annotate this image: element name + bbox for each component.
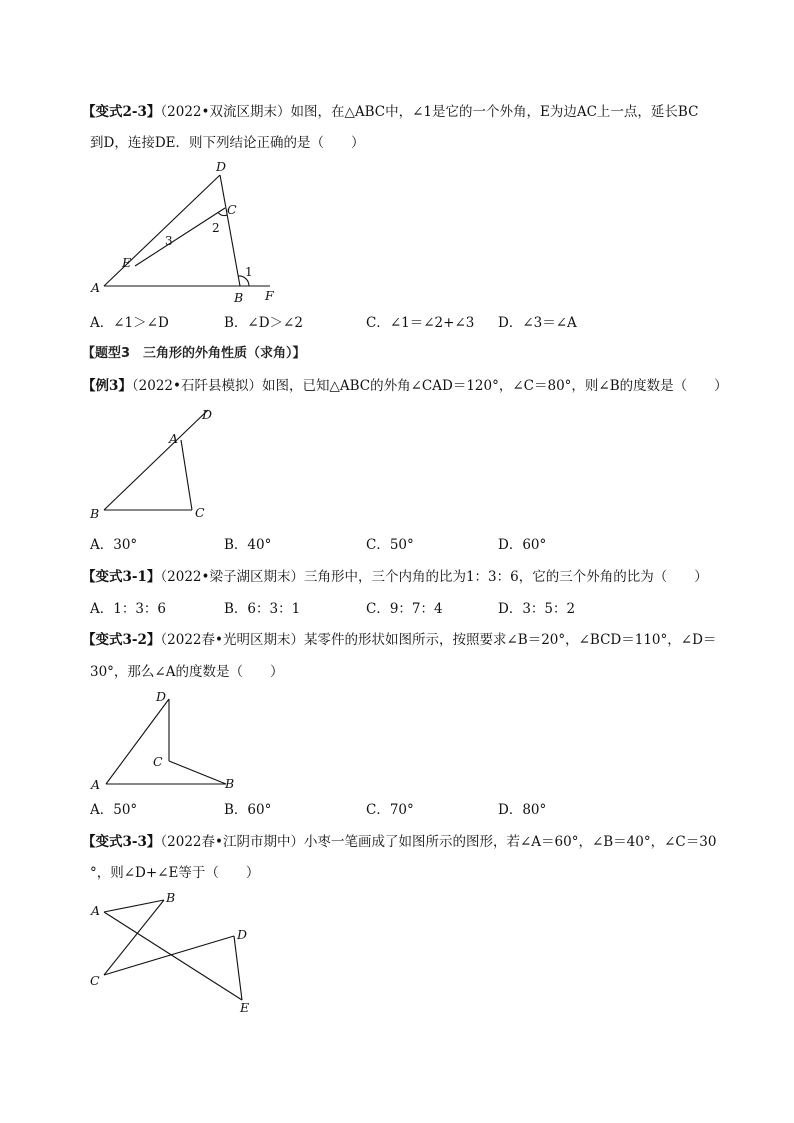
problem-3-3-line1 (82, 832, 722, 852)
figure-ex3 (84, 402, 234, 524)
label-angle-3: 3 (165, 234, 173, 248)
option-b[interactable]: B．6：3：1 (224, 601, 301, 617)
line-ac (181, 440, 192, 510)
label-c: C (227, 202, 237, 217)
label-e: E (240, 1000, 250, 1015)
problem-text: （2022•双流区期末）如图，在△ABC中，∠1是它的一个外角，E为边AC上一点，延长BC (160, 104, 699, 120)
label-c: C (90, 973, 100, 988)
label-d: D (202, 407, 213, 422)
label-d: D (216, 159, 227, 174)
problem-2-3-line1 (82, 102, 722, 122)
problem-tag: 【变式2-3】 (82, 104, 161, 120)
line-bc (104, 900, 164, 975)
problem-3-2-line2: 30°，那么∠A的度数是（ ） (90, 664, 284, 680)
line-ea (104, 912, 242, 1000)
problem-2-3-line2: 到D，连接DE．则下列结论正确的是（ ） (90, 135, 365, 151)
label-f: F (265, 288, 274, 303)
option-c[interactable]: C．∠1＝∠2+∠3 (366, 315, 475, 331)
line-db (220, 175, 240, 286)
label-a: A (91, 280, 101, 295)
figure-2-3 (88, 158, 288, 308)
label-a: A (169, 431, 179, 446)
problem-text: （2022春•光明区期末）某零件的形状如图所示，按照要求∠B＝20°，∠BCD＝110°，∠D＝ (160, 632, 717, 648)
option-c[interactable]: C．9：7：4 (366, 601, 443, 617)
angle-2-arc (218, 212, 227, 216)
problem-text: （2022•梁子湖区期末）三角形中，三个内角的比为1：3：6，它的三个外角的比为（ ） (160, 569, 708, 585)
problem-tag: 【例3】 (82, 378, 132, 394)
option-b[interactable]: B．60° (224, 802, 272, 818)
line-ab (104, 900, 164, 912)
problem-tag: 【变式3-3】 (82, 834, 161, 850)
problem-tag: 【变式3-2】 (82, 632, 161, 648)
option-c[interactable]: C．70° (366, 802, 414, 818)
label-b: B (234, 290, 244, 305)
option-c[interactable]: C．50° (366, 537, 414, 553)
label-b: B (166, 890, 176, 905)
label-b: B (225, 776, 235, 791)
line-de (234, 936, 242, 1000)
line-cd (104, 936, 234, 975)
label-a: A (91, 903, 101, 918)
label-angle-1: 1 (245, 265, 253, 279)
option-d[interactable]: D．60° (498, 537, 547, 553)
option-a[interactable]: A．∠1＞∠D (90, 315, 169, 331)
line-cb (169, 761, 226, 784)
figure-3-3 (86, 890, 266, 1020)
problem-text: （2022•石阡县模拟）如图，已知△ABC的外角∠CAD＝120°，∠C＝80°，则∠B的度数是（ ） (131, 378, 728, 394)
label-a: A (91, 777, 101, 792)
problem-3-1-line1 (82, 567, 722, 587)
option-a[interactable]: A．30° (90, 537, 138, 553)
problem-text: （2022春•江阴市期中）小枣一笔画成了如图所示的图形，若∠A＝60°，∠B＝40°，∠C＝30 (160, 834, 717, 850)
option-b[interactable]: B．40° (224, 537, 272, 553)
label-b: B (90, 506, 100, 521)
option-d[interactable]: D．∠3＝∠A (498, 315, 577, 331)
option-d[interactable]: D．3：5：2 (498, 601, 576, 617)
label-e: E (122, 255, 132, 270)
line-ad (106, 699, 169, 784)
line-ec (135, 208, 225, 266)
label-d: D (237, 927, 248, 942)
option-a[interactable]: A．1：3：6 (90, 601, 167, 617)
problem-tag: 【变式3-1】 (82, 569, 161, 585)
option-b[interactable]: B．∠D＞∠2 (224, 315, 303, 331)
label-c: C (153, 754, 163, 769)
label-d: D (156, 689, 167, 704)
problem-3-3-line2: °，则∠D+∠E等于（ ） (90, 865, 260, 881)
option-a[interactable]: A．50° (90, 802, 138, 818)
figure-3-2 (86, 686, 246, 796)
option-d[interactable]: D．80° (498, 802, 547, 818)
problem-3-2-line1 (82, 630, 722, 650)
section-3-title: 【题型3 三角形的外角性质（求角）】 (82, 346, 306, 361)
example-3-line1 (82, 376, 728, 396)
label-angle-2: 2 (212, 221, 220, 235)
line-bd (104, 410, 208, 510)
label-c: C (195, 505, 205, 520)
